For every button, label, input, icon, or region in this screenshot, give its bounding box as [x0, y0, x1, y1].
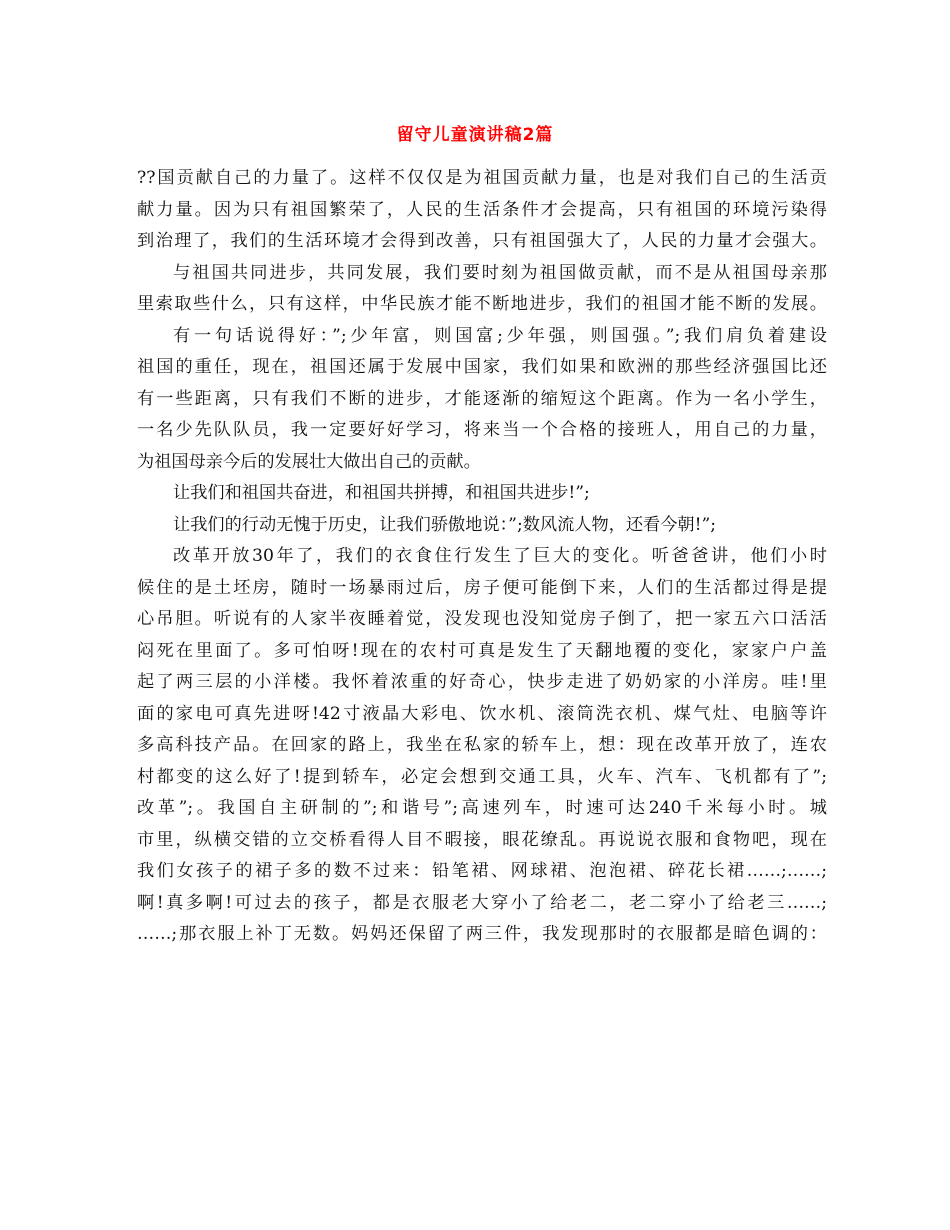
body-text-line: 心吊胆。听说有的人家半夜睡着觉，没发现也没知觉房子倒了，把一家五六口活活 — [137, 609, 827, 629]
body-text-line: 让我们的行动无愧于历史，让我们骄傲地说：”;数风流人物，还看今朝!”; — [173, 514, 717, 535]
body-text-line: 我们女孩子的裙子多的数不过来：铅笔裙、网球裙、泡泡裙、碎花长裙……;……; — [137, 861, 827, 881]
body-text-line: ??国贡献自己的力量了。这样不仅仅是为祖国贡献力量，也是对我们自己的生活贡 — [137, 168, 827, 188]
document-title: 留守儿童演讲稿2篇 — [396, 125, 554, 145]
body-text-line: 候住的是土坯房，随时一场暴雨过后，房子便可能倒下来，人们的生活都过得是提 — [137, 577, 827, 598]
body-text-line: 闷死在里面了。多可怕呀!现在的农村可真是发生了天翻地覆的变化，家家户户盖 — [137, 640, 827, 661]
body-text-line: 一名少先队队员，我一定要好好学习，将来当一个合格的接班人，用自己的力量， — [137, 420, 827, 440]
document-body — [137, 163, 827, 951]
body-text-line: 祖国的重任，现在，祖国还属于发展中国家，我们如果和欧洲的那些经济强国比还 — [137, 357, 827, 377]
body-text-line: 与祖国共同进步，共同发展，我们要时刻为祖国做贡献，而不是从祖国母亲那 — [173, 262, 827, 283]
body-text-line: 多高科技产品。在回家的路上，我坐在私家的轿车上，想：现在改革开放了，连农 — [137, 735, 827, 755]
body-text-line: 改革”;。我国自主研制的”;和谐号”;高速列车，时速可达240千米每小时。城 — [137, 798, 827, 818]
body-text-line: ……;那衣服上补丁无数。妈妈还保留了两三件，我发现那时的衣服都是暗色调的： — [137, 924, 827, 944]
body-text-line: 起了两三层的小洋楼。我怀着浓重的好奇心，快步走进了奶奶家的小洋房。哇!里 — [137, 672, 827, 692]
body-text-line: 里索取些什么，只有这样，中华民族才能不断地进步，我们的祖国才能不断的发展。 — [137, 294, 827, 314]
body-text-line: 啊!真多啊!可过去的孩子，都是衣服老大穿小了给老二，老二穿小了给老三……; — [137, 892, 827, 913]
body-text-line: 有一些距离，只有我们不断的进步，才能逐渐的缩短这个距离。作为一名小学生， — [137, 388, 827, 409]
body-text-line: 市里，纵横交错的立交桥看得人目不暇接，眼花缭乱。再说说衣服和食物吧，现在 — [137, 829, 827, 850]
body-text-line: 献力量。因为只有祖国繁荣了，人民的生活条件才会提高，只有祖国的环境污染得 — [137, 199, 827, 220]
body-text-line: 面的家电可真先进呀!42寸液晶大彩电、饮水机、滚筒洗衣机、煤气灶、电脑等许 — [137, 703, 827, 724]
body-text-line: 让我们和祖国共奋进，和祖国共拼搏，和祖国共进步!”; — [173, 483, 590, 503]
body-text-line: 改革开放30年了，我们的衣食住行发生了巨大的变化。听爸爸讲，他们小时 — [173, 546, 827, 566]
body-text-line: 为祖国母亲今后的发展壮大做出自己的贡献。 — [137, 451, 481, 472]
body-text-line: 有一句话说得好：”;少年富，则国富;少年强，则国强。”;我们肩负着建设 — [173, 325, 827, 346]
body-text-line: 到治理了，我们的生活环境才会得到改善，只有祖国强大了，人民的力量才会强大。 — [137, 231, 827, 251]
body-text-line: 村都变的这么好了!提到轿车，必定会想到交通工具，火车、汽车、飞机都有了”; — [137, 766, 827, 787]
